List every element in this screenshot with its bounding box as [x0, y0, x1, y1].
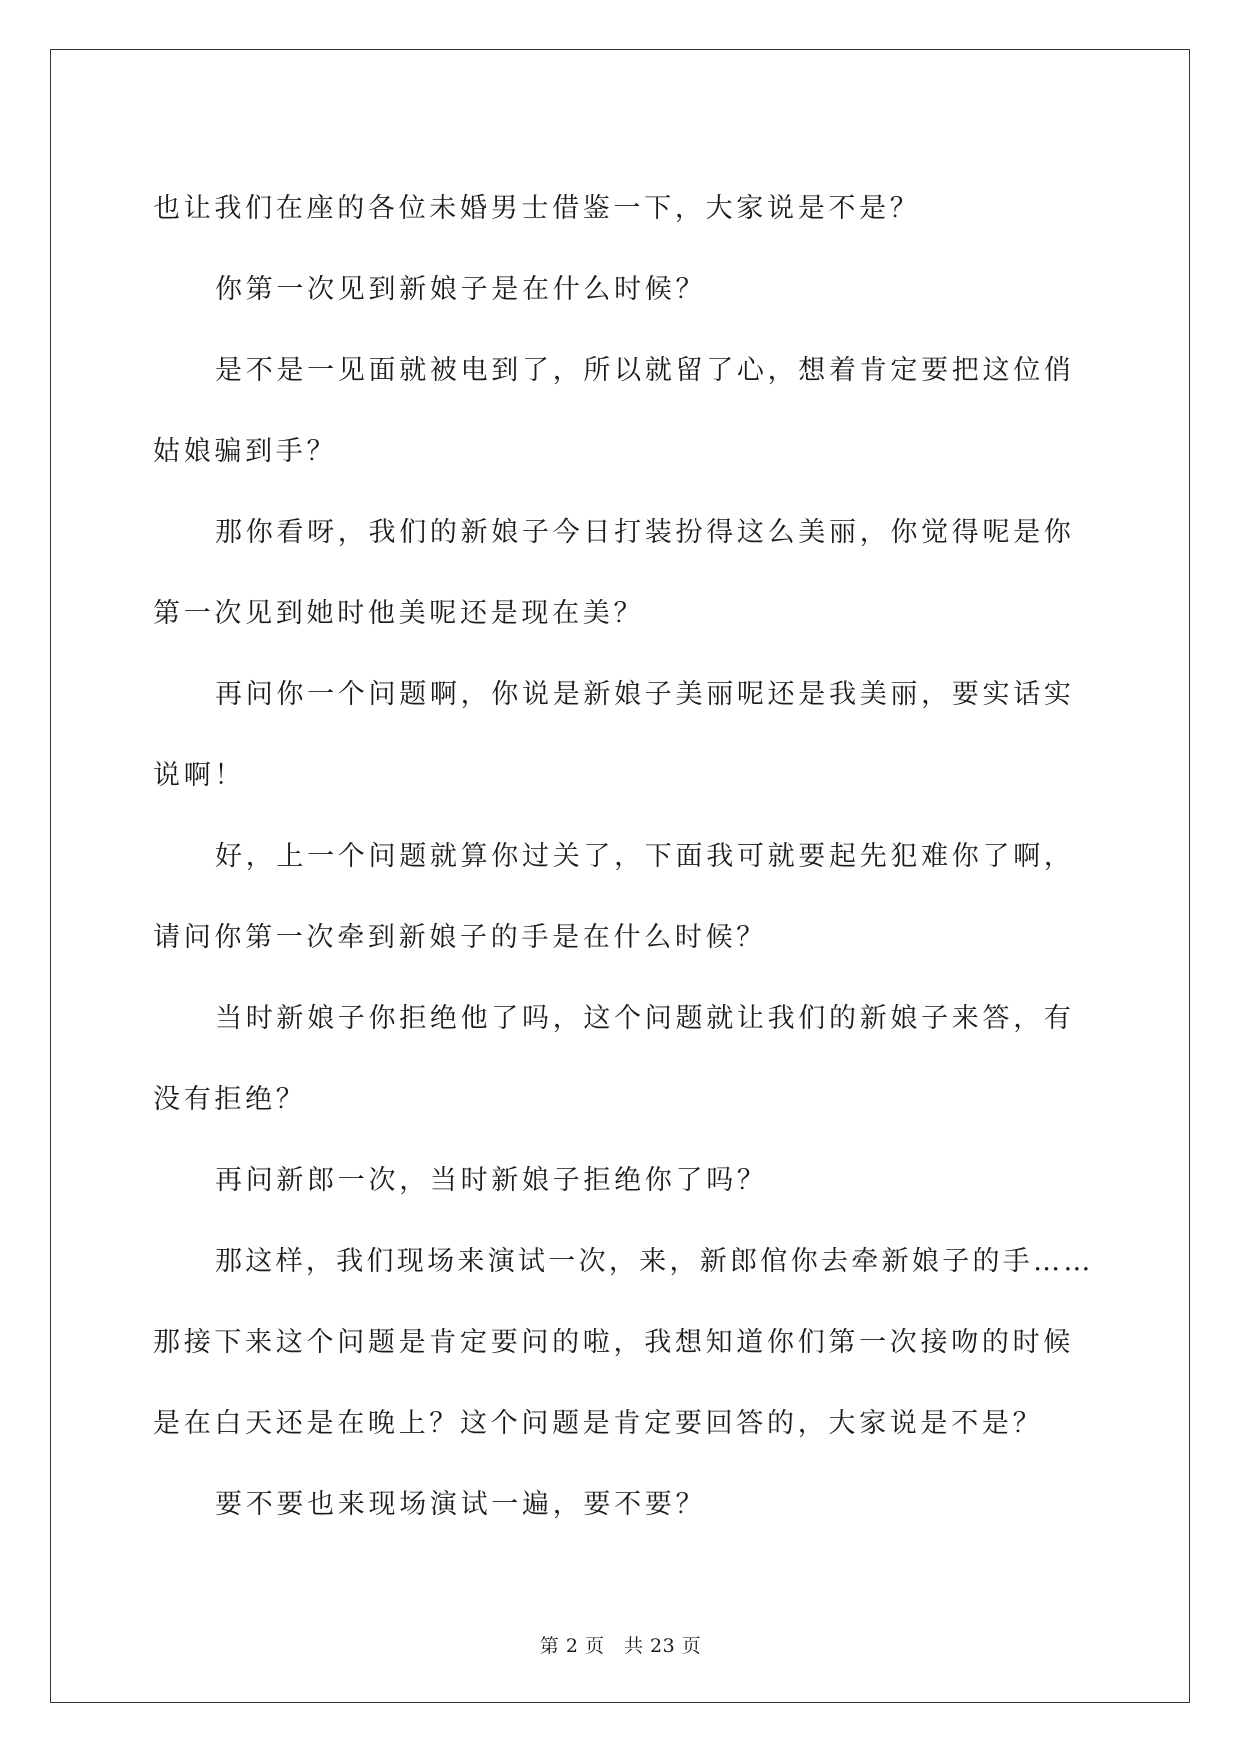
paragraph-line: 也让我们在座的各位未婚男士借鉴一下，大家说是不是？ [153, 193, 921, 224]
paragraph-line: 那你看呀，我们的新娘子今日打装扮得这么美丽，你觉得呢是你 [215, 517, 1075, 548]
paragraph-line: 说啊！ [153, 760, 246, 791]
paragraph-line: 没有拒绝？ [153, 1084, 307, 1115]
document-body [153, 168, 1093, 1545]
paragraph-line: 好，上一个问题就算你过关了，下面我可就要起先犯难你了啊， [215, 841, 1075, 872]
paragraph-line: 你第一次见到新娘子是在什么时候？ [215, 274, 707, 305]
paragraph-line: 要不要也来现场演试一遍，要不要？ [215, 1489, 707, 1520]
paragraph-line: 请问你第一次牵到新娘子的手是在什么时候？ [153, 922, 767, 953]
paragraph-line: 那接下来这个问题是肯定要问的啦，我想知道你们第一次接吻的时候 [153, 1327, 1074, 1358]
paragraph-line: 是在白天还是在晚上？这个问题是肯定要回答的，大家说是不是？ [153, 1408, 1044, 1439]
paragraph-line: 那这样，我们现场来演试一次，来，新郎倌你去牵新娘子的手…… [215, 1246, 1094, 1277]
paragraph-line: 再问新郎一次，当时新娘子拒绝你了吗？ [215, 1165, 768, 1196]
page-number-footer: 第 2 页 共 23 页 [539, 1635, 702, 1657]
paragraph-line: 是不是一见面就被电到了，所以就留了心，想着肯定要把这位俏 [215, 355, 1075, 386]
paragraph-line: 再问你一个问题啊，你说是新娘子美丽呢还是我美丽，要实话实 [215, 679, 1075, 710]
paragraph-line: 第一次见到她时他美呢还是现在美？ [153, 598, 645, 629]
paragraph-line: 姑娘骗到手？ [153, 436, 338, 467]
paragraph-line: 当时新娘子你拒绝他了吗，这个问题就让我们的新娘子来答，有 [215, 1003, 1075, 1034]
